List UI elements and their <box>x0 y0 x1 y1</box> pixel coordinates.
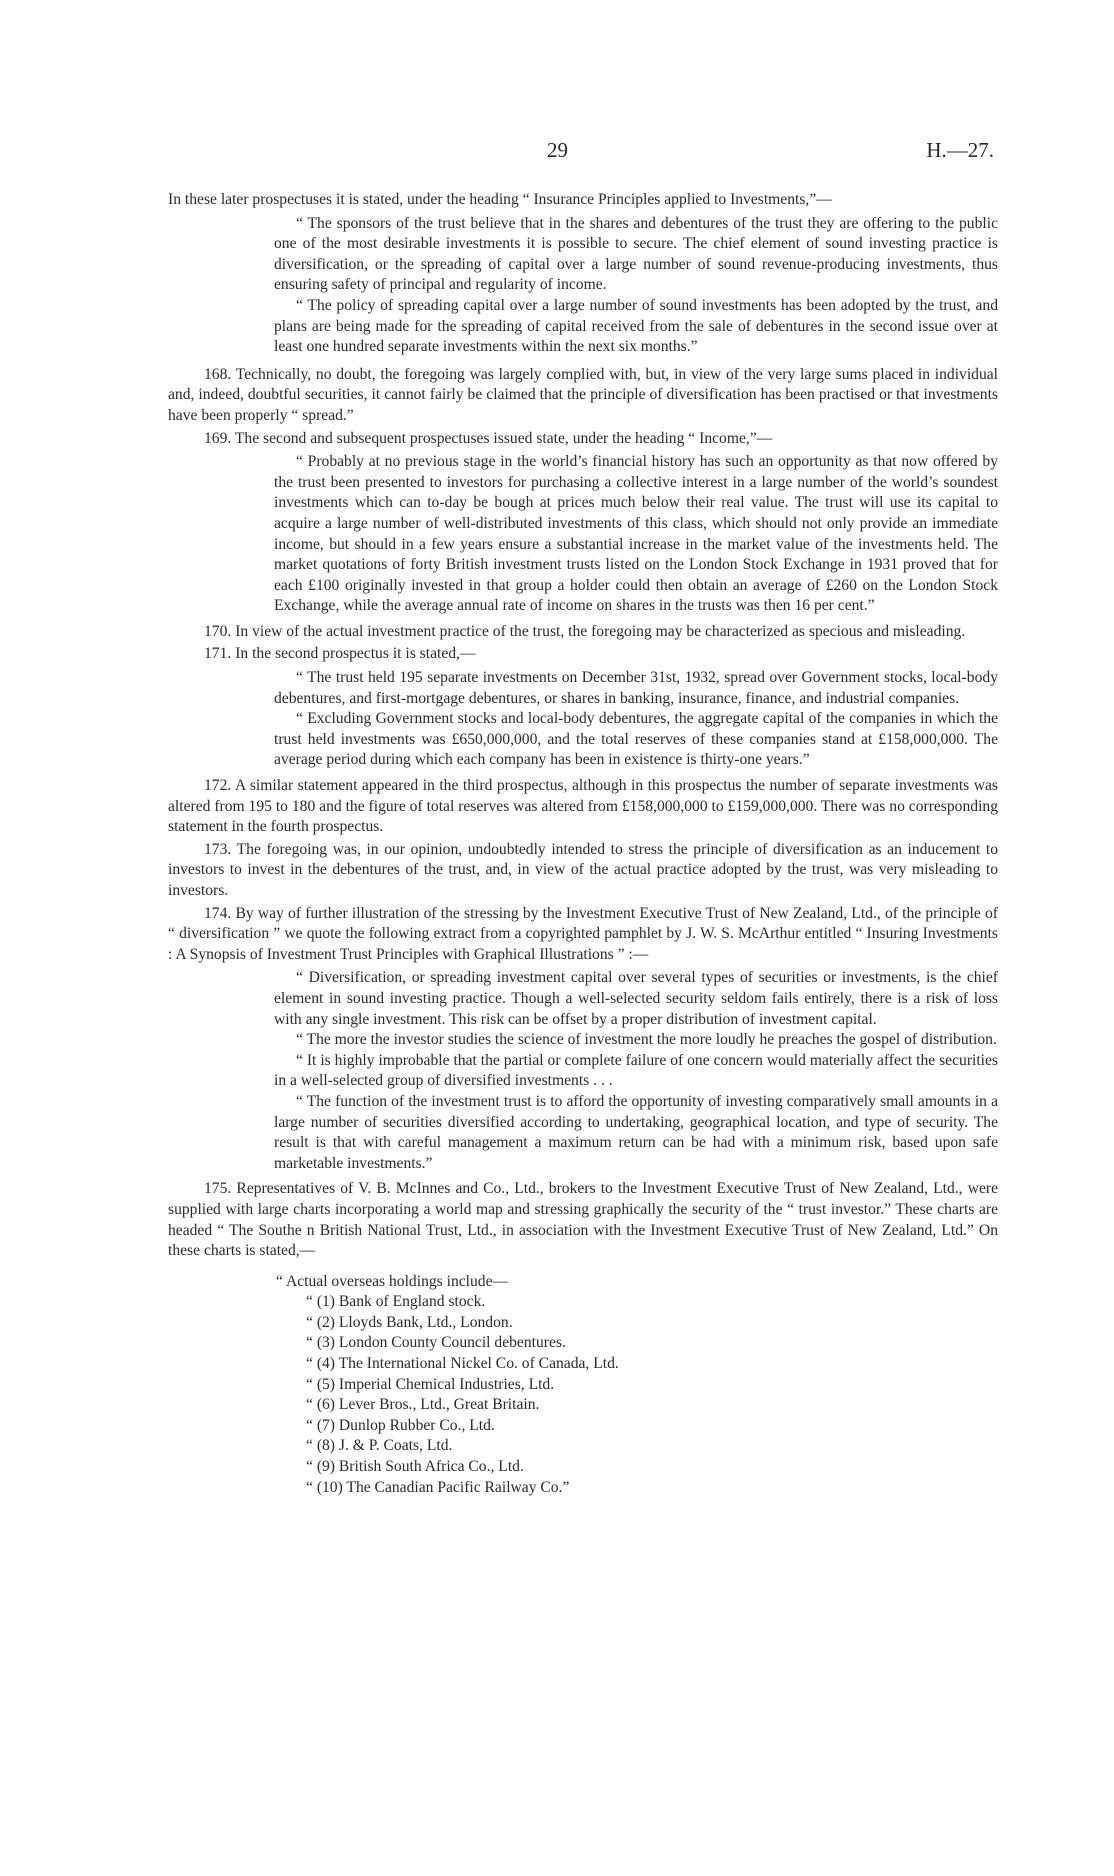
insurance-principles-quote <box>274 214 998 358</box>
list-item: “ (2) Lloyds Bank, Ltd., London. <box>306 1313 513 1331</box>
holdings-list <box>276 1292 998 1498</box>
quote-paragraph: “ The more the investor studies the science of investment the more loudly he preaches the gospel of distribution. <box>296 1031 997 1049</box>
income-quote <box>274 452 998 617</box>
paragraph-174: 174. By way of further illustration of the stressing by the Investment Executive Trust of New Zealand, Ltd., of the principle of “ diversification ” we quote the following extract from a copyrighted pamphlet by J. W. S. McArthur entitled “ Insuring Investments : A Synopsis of Investment Trust Principles with Graphical Illustrations ” :— <box>168 904 998 963</box>
intro-paragraph: In these later prospectuses it is stated, under the heading “ Insurance Principles applied to Investments,”— <box>168 191 832 208</box>
paragraph-171: 171. In the second prospectus it is stated,— <box>204 645 476 663</box>
quote-paragraph: “ Excluding Government stocks and local-body debentures, the aggregate capital of the companies in which the trust held investments was £650,000,000, and the total reserves of these companies stand at £158,000,000. The average period during which each company has been in existence is thirty-one years.” <box>274 710 998 769</box>
quote-paragraph: “ The sponsors of the trust believe that in the shares and debentures of the trust they are offering to the public one of the most desirable investments it is possible to secure. The chief element of sound investing practice is diversification, or the spreading of capital over a large number of sound revenue-producing investments, thus ensuring safety of principal and regularity of income. <box>274 214 998 294</box>
second-prospectus-quote <box>274 668 998 771</box>
list-item: “ (10) The Canadian Pacific Railway Co.” <box>306 1478 570 1496</box>
holdings-intro: “ Actual overseas holdings include— <box>276 1272 509 1290</box>
paragraph-168: 168. Technically, no doubt, the foregoing was largely complied with, but, in view of the very large sums placed in individual and, indeed, doubtful securities, it cannot fairly be claimed that the principle of diversification has been practised or that investments have been properly “ spread.” <box>168 365 998 424</box>
list-item: “ (7) Dunlop Rubber Co., Ltd. <box>306 1416 495 1434</box>
quote-paragraph: “ Probably at no previous stage in the world’s financial history has such an opportunity as that now offered by the trust been presented to investors for purchasing a collective interest in a large number of the world’s soundest investments which can to-day be bough at prices much below their real value. The trust will use its capital to acquire a large number of well-distributed investments of this class, which should not only provide an immediate income, but should in a few years ensure a substantial increase in the market value of the investments held. The market quotations of forty British investment trusts listed on the London Stock Exchange in 1931 proved that for each £100 originally invested in that group a holder could then obtain an average of £260 on the London Stock Exchange, while the average annual rate of income on shares in the trusts was then 16 per cent.” <box>274 453 998 615</box>
quote-paragraph: “ Diversification, or spreading investment capital over several types of securities or investments, is the chief element in sound investing practice. Though a well-selected security seldom fails entirely, there is a risk of loss with any single investment. This risk can be offset by a proper distribution of investment capital. <box>274 969 998 1028</box>
paragraph-169: 169. The second and subsequent prospectuses issued state, under the heading “ Income,”— <box>204 429 773 447</box>
paragraph-170: 170. In view of the actual investment practice of the trust, the foregoing may be characterized as specious and misleading. <box>204 622 966 640</box>
list-item: “ (1) Bank of England stock. <box>306 1293 486 1311</box>
pamphlet-quote <box>274 968 998 1174</box>
quote-paragraph: “ The trust held 195 separate investments on December 31st, 1932, spread over Government stocks, local-body debentures, and first-mortgage debentures, or shares in banking, insurance, finance, and industrial companies. <box>274 669 998 707</box>
list-item: “ (8) J. & P. Coats, Ltd. <box>306 1437 453 1455</box>
page-header <box>0 138 1114 166</box>
overseas-holdings <box>276 1272 998 1499</box>
list-item: “ (5) Imperial Chemical Industries, Ltd. <box>306 1375 555 1393</box>
list-item: “ (4) The International Nickel Co. of Canada, Ltd. <box>306 1355 619 1373</box>
paragraph-172: 172. A similar statement appeared in the third prospectus, although in this prospectus the number of separate investments was altered from 195 to 180 and the figure of total reserves was altered from £158,000,000 to £159,000,000. There was no corresponding statement in the fourth prospectus. <box>168 777 998 836</box>
list-item: “ (6) Lever Bros., Ltd., Great Britain. <box>306 1396 540 1414</box>
quote-paragraph: “ The function of the investment trust is to afford the opportunity of investing comparatively small amounts in a large number of securities diversified according to undertaking, geographical location, and type of security. The result is that with careful management a maximum return can be had with a minimum risk, based upon safe marketable investments.” <box>274 1092 998 1172</box>
list-item: “ (9) British South Africa Co., Ltd. <box>306 1458 524 1476</box>
page-number: 29 <box>547 138 568 162</box>
list-item: “ (3) London County Council debentures. <box>306 1334 566 1352</box>
paragraph-173: 173. The foregoing was, in our opinion, undoubtedly intended to stress the principle of diversification as an inducement to investors to invest in the debentures of the trust, and, in view of the actual practice adopted by the trust, was very misleading to investors. <box>168 840 998 899</box>
quote-paragraph: “ It is highly improbable that the partial or complete failure of one concern would materially affect the securities in a well-selected group of diversified investments . . . <box>274 1051 998 1090</box>
report-body <box>168 190 998 1498</box>
paragraph-175: 175. Representatives of V. B. McInnes and Co., Ltd., brokers to the Investment Executive Trust of New Zealand, Ltd., were supplied with large charts incorporating a world map and stressing graphically the security of the “ trust investor.” These charts are headed “ The Southe n British National Trust, Ltd., in association with the Investment Executive Trust of New Zealand, Ltd.” On these charts is stated,— <box>168 1180 998 1260</box>
quote-paragraph: “ The policy of spreading capital over a large number of sound investments has been adopted by the trust, and plans are being made for the spreading of capital received from the sale of debentures in the second issue over at least one hundred separate investments within the next six months.” <box>274 296 998 356</box>
document-reference: H.—27. <box>926 138 994 162</box>
